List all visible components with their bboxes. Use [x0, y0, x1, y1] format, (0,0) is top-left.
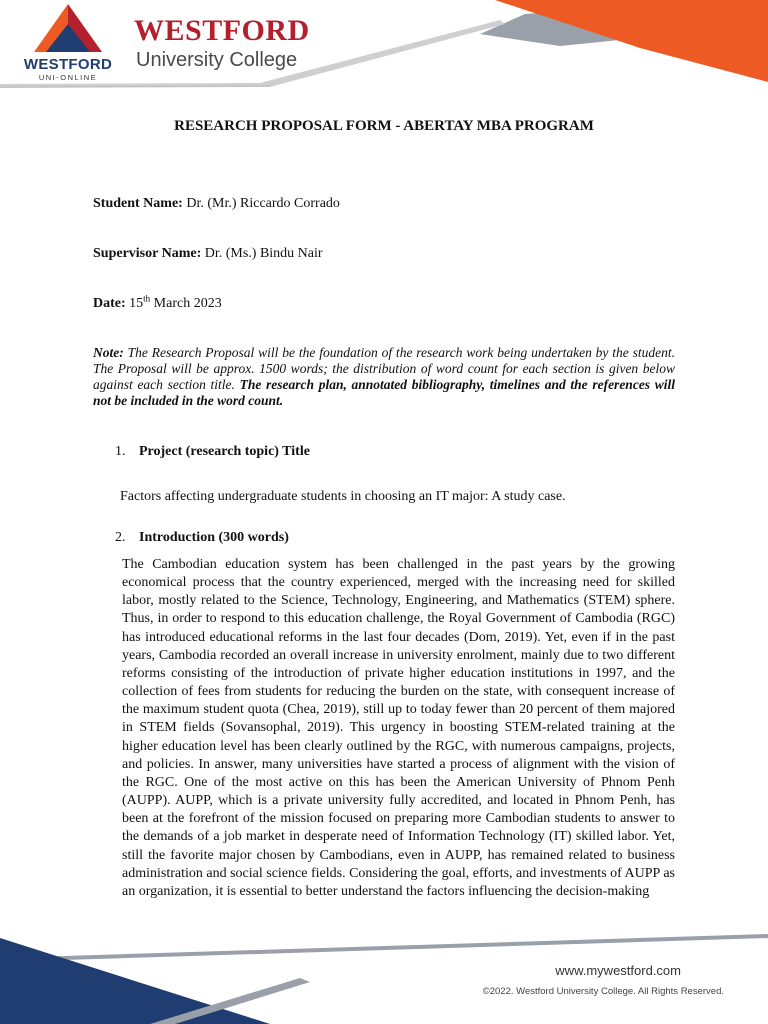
supervisor-name-field: [93, 246, 323, 262]
date-suffix: th: [143, 293, 151, 304]
project-title-text: Factors affecting undergraduate students in choosing an IT major: A study case.: [120, 489, 566, 504]
note-paragraph: [93, 345, 675, 409]
student-name-field: [93, 196, 340, 212]
document-title: RESEARCH PROPOSAL FORM - ABERTAY MBA PROGRAM: [174, 118, 594, 134]
note-label: Note:: [93, 345, 124, 360]
date-field: [93, 293, 222, 312]
logo-wordmark: WESTFORD: [23, 56, 113, 73]
date-day: 15: [129, 296, 144, 311]
footer-url: www.mywestford.com: [555, 963, 681, 978]
section-heading-1: [115, 444, 310, 460]
student-name-value: Dr. (Mr.) Riccardo Corrado: [186, 196, 340, 211]
section-title: Project (research topic) Title: [139, 444, 310, 459]
date-rest: March 2023: [153, 296, 222, 311]
brand-subtitle: University College: [136, 49, 298, 71]
logo-subtitle: UNI-ONLINE: [38, 73, 98, 82]
student-name-label: Student Name:: [93, 196, 183, 211]
date-label: Date:: [93, 296, 126, 311]
section-number: 1.: [115, 444, 126, 459]
footer-copyright: ©2022. Westford University College. All Rights Reserved.: [482, 986, 724, 997]
section-heading-2: [115, 530, 289, 546]
section-title: Introduction (300 words): [139, 530, 289, 545]
brand-name: WESTFORD: [134, 14, 310, 47]
note-text: The Research Proposal will be the foundation of the research work being undertaken by the student. The Proposal will be approx. 1500 words; the distribution of word count for each section is given below against each section title.: [93, 345, 675, 392]
supervisor-name-value: Dr. (Ms.) Bindu Nair: [204, 246, 323, 261]
section-number: 2.: [115, 530, 126, 545]
supervisor-name-label: Supervisor Name:: [93, 246, 202, 261]
note-bold-text: The research plan, annotated bibliography, timelines and the references will not be included in the word count.: [93, 377, 675, 408]
introduction-paragraph: The Cambodian education system has been challenged in the past years by the growing economical process that the country experienced, merged with the increasing need for skilled labor, mostly related to the Science, Technology, Engineering, and Mathematics (STEM) sphere. Thus, in order to respond to this education challenge, the Royal Government of Cambodia (RGC) has introduced educational reforms in the last four decades (Dom, 2019). Yet, even if in the past years, Cambodia recorded an overall increase in university enrolment, mainly due to two different reforms consisting of the introduction of private higher education institutions in 1997, and the collection of fees from students for reducing the burden on the state, with consequent increase of the maximum student quota (Chea, 2019), still up to today fewer than 20 percent of them majored in STEM fields (Sovansophal, 2019). This urgency in boosting STEM-related training at the higher education level has been clearly outlined by the RGC, with numerous campaigns, projects, and policies. In answer, many universities have started a process of alignment with the vision of the RGC. One of the most active on this has been the American University of Phnom Penh (AUPP). AUPP, which is a private university fully accredited, and located in Phnom Penh, has been at the forefront of the mission focused on preparing more Cambodian students to answer to the demands of a job market in desperate need of Information Technology (IT) skilled labor. Yet, still the favorite major chosen by Cambodians, even in AUPP, has remained related to business administration and social science fields. Considering the goal, efforts, and investments of AUPP as an organization, it is essential to better understand the factors influencing the decision-making: [122, 557, 675, 899]
